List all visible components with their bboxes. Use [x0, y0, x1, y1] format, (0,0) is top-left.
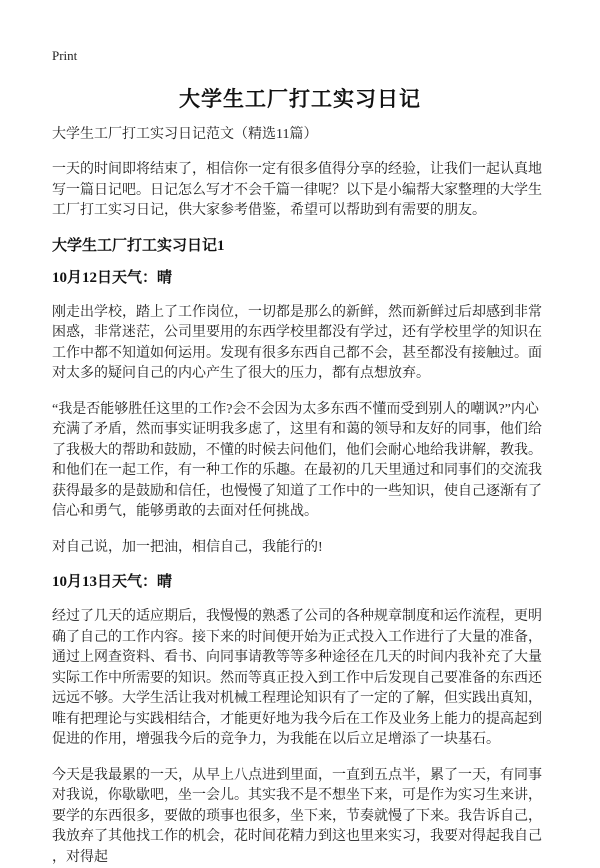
intro-paragraph: 一天的时间即将结束了，相信你一定有很多值得分享的经验，让我们一起认真地写一篇日记吧。日记怎么写才不会千篇一律呢？以下是小编帮大家整理的大学生工厂打工实习日记，供大家参考借鉴，希望可以帮助到有需要的朋友。 [52, 160, 548, 222]
diary-paragraph: “我是否能够胜任这里的工作?会不会因为太多东西不懂而受到别人的嘲讽?”内心充满了矛盾，然而事实证明我多虑了，这里有和蔼的领导和友好的同事，他们给了我极大的帮助和鼓励，不懂的时候去问他们，他们会耐心地给我讲解，教我。和他们在一起工作，有一种工作的乐趣。在最初的几天里通过和同事们的交流我获得最多的是鼓励和信任，也慢慢了知道了工作中的一些知识，使自己逐渐有了信心和勇气，能够勇敢的去面对任何挑战。 [52, 400, 548, 523]
print-link[interactable]: Print [52, 48, 77, 63]
diary-paragraph: 刚走出学校，踏上了工作岗位，一切都是那么的新鲜，然而新鲜过后却感到非常困惑，非常迷茫，公司里要用的东西学校里都没有学过，还有学校里学的知识在工作中都不知道如何运用。发现有很多东西自己都不会，甚至都没有接触过。面对太多的疑问自己的内心产生了很大的压力，都有点想放弃。 [52, 303, 548, 385]
diary-paragraph: 对自己说，加一把油，相信自己，我能行的! [52, 538, 548, 559]
entry-2-date-heading: 10月13日天气：晴 [52, 573, 548, 592]
page-title: 大学生工厂打工实习日记 [52, 86, 548, 112]
section-1-heading: 大学生工厂打工实习日记1 [52, 237, 548, 256]
diary-paragraph: 今天是我最累的一天，从早上八点进到里面，一直到五点半，累了一天，有同事对我说，你歇歇吧，坐一会儿。其实我不是不想坐下来，可是作为实习生来讲，要学的东西很多，要做的琐事也很多，坐下来，节奏就慢了下来。我告诉自己，我放弃了其他找工作的机会，花时间花精力到这也里来实习，我要对得起我自己，对得起 [52, 766, 548, 868]
diary-paragraph: 经过了几天的适应期后，我慢慢的熟悉了公司的各种规章制度和运作流程，更明确了自己的工作内容。接下来的时间便开始为正式投入工作进行了大量的准备，通过上网查资料、看书、向同事请教等等多种途径在几天的时间内我补充了大量实际工作中所需要的知识。然而等真正投入到工作中后发现自己要准备的东西还远远不够。大学生活让我对机械工程理论知识有了一定的了解，但实践出真知，唯有把理论与实践相结合，才能更好地为我今后在工作及业务上能力的提高起到促进的作用，增强我今后的竞争力，为我能在以后立足增添了一块基石。 [52, 607, 548, 751]
article-subtitle: 大学生工厂打工实习日记范文（精选11篇） [52, 125, 548, 145]
entry-1-date-heading: 10月12日天气：晴 [52, 269, 548, 288]
